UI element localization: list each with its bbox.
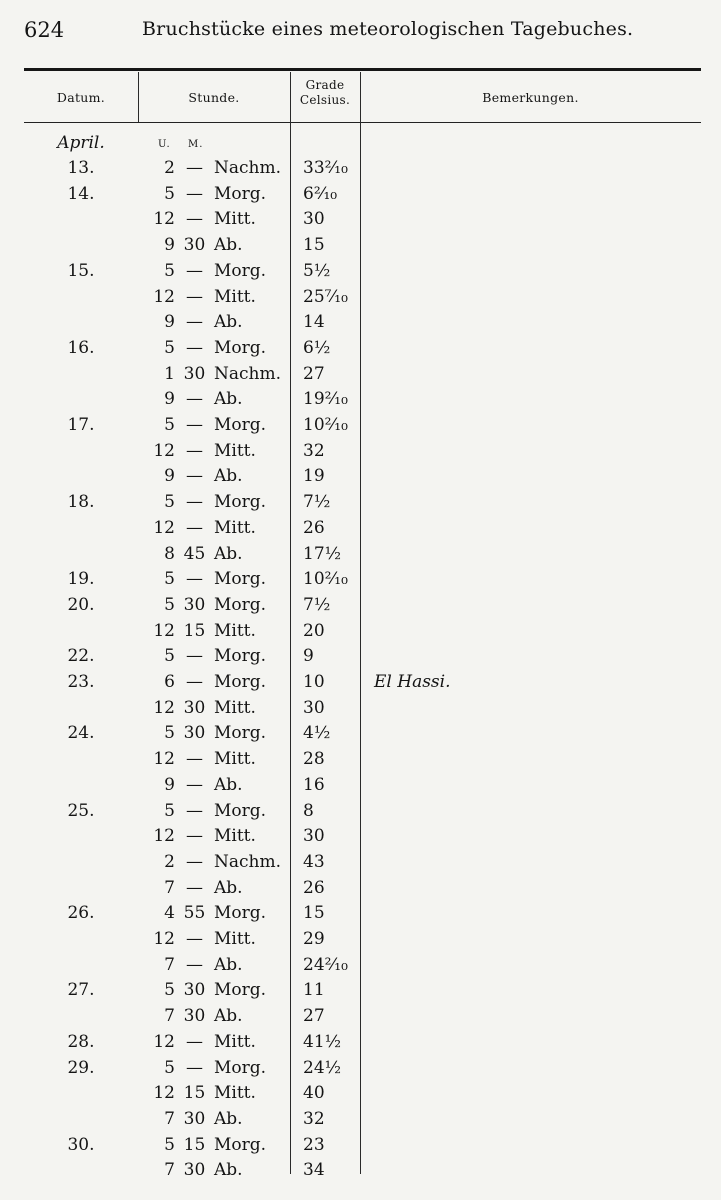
period-cell: Mitt. [214, 749, 256, 770]
degree-cell: 23 [303, 1134, 325, 1155]
period-cell: Nachm. [214, 363, 282, 384]
table-row [0, 183, 721, 208]
period-cell: Nachm. [214, 158, 282, 178]
hour-cell: 7 [164, 877, 175, 898]
degree-cell: 24½ [303, 1057, 342, 1078]
minute-cell: — [186, 415, 203, 435]
period-cell: Ab. [214, 1006, 243, 1027]
date-cell: 24. [67, 723, 95, 744]
date-cell: 30. [67, 1134, 95, 1155]
unit-uhr: U. [158, 139, 171, 150]
table-row [0, 825, 721, 850]
period-cell: Mitt. [214, 1031, 256, 1052]
minute-cell: 30 [183, 1160, 206, 1181]
minute-cell: 45 [183, 543, 206, 564]
table-row [0, 363, 721, 388]
running-head: Bruchstücke eines meteorologischen Tagebuches. [142, 18, 634, 40]
table-row [0, 1134, 721, 1159]
period-cell: Ab. [214, 235, 243, 256]
hour-cell: 12 [153, 440, 175, 461]
date-cell: 27. [67, 980, 95, 1001]
hour-cell: 9 [164, 466, 175, 487]
period-cell: Morg. [214, 646, 267, 667]
hour-cell: 2 [164, 851, 175, 872]
period-cell: Morg. [214, 1057, 267, 1078]
period-cell: Mitt. [214, 826, 256, 847]
date-cell: 23. [67, 672, 95, 692]
date-cell: 26. [67, 903, 95, 924]
degree-cell: 10 [303, 672, 325, 692]
degree-cell: 5½ [303, 260, 331, 281]
degree-cell: 32 [303, 1108, 325, 1129]
degree-cell: 30 [303, 826, 325, 847]
period-cell: Mitt. [214, 440, 256, 461]
degree-cell: 43 [303, 851, 325, 872]
minute-cell: — [186, 646, 203, 667]
degree-cell: 26 [303, 877, 325, 898]
table-row [0, 208, 721, 233]
period-cell: Morg. [214, 672, 267, 692]
header-grade-celsius [290, 78, 360, 108]
table-row [0, 645, 721, 670]
degree-cell: 19²⁄₁₀ [303, 389, 348, 410]
period-cell: Morg. [214, 415, 267, 435]
period-cell: Morg. [214, 723, 267, 744]
table-row [0, 954, 721, 979]
hour-cell: 5 [164, 415, 175, 435]
period-cell: Morg. [214, 492, 267, 513]
hour-cell: 12 [153, 929, 175, 949]
hour-cell: 5 [164, 569, 175, 590]
table-row [0, 671, 721, 696]
hour-cell: 5 [164, 723, 175, 744]
hour-cell: 5 [164, 980, 175, 1001]
minute-cell: 30 [183, 363, 206, 384]
degree-cell: 7½ [303, 492, 331, 513]
hour-cell: 2 [164, 158, 175, 178]
header-datum: Datum. [56, 90, 106, 105]
degree-cell: 9 [303, 646, 314, 667]
degree-cell: 27 [303, 1006, 325, 1027]
table-row [0, 594, 721, 619]
unit-minuten: M. [188, 139, 204, 150]
minute-cell: 15 [183, 1083, 206, 1104]
minute-cell: — [186, 826, 203, 847]
table-row [0, 979, 721, 1004]
minute-cell: — [186, 209, 203, 230]
date-cell: 17. [67, 415, 95, 435]
period-cell: Mitt. [214, 209, 256, 230]
degree-cell: 41½ [303, 1031, 342, 1052]
minute-cell: — [186, 749, 203, 770]
degree-cell: 30 [303, 209, 325, 230]
hour-cell: 5 [164, 260, 175, 281]
table-row [0, 157, 721, 182]
degree-cell: 14 [303, 312, 325, 333]
degree-cell: 30 [303, 697, 325, 718]
hour-cell: 5 [164, 492, 175, 513]
hour-cell: 7 [164, 1108, 175, 1129]
minute-cell: — [186, 286, 203, 307]
degree-cell: 15 [303, 903, 325, 924]
table-top-rule [24, 68, 701, 71]
degree-cell: 6½ [303, 337, 331, 358]
period-cell: Ab. [214, 1160, 243, 1181]
table-row [0, 1159, 721, 1184]
header-bemerkungen: Bemerkungen. [482, 90, 579, 105]
table-header-rule [24, 122, 701, 123]
hour-cell: 5 [164, 646, 175, 667]
minute-cell: — [186, 1057, 203, 1078]
hour-cell: 7 [164, 954, 175, 975]
month-row [0, 132, 721, 157]
table-row [0, 877, 721, 902]
hour-cell: 12 [153, 620, 175, 641]
minute-cell: — [186, 260, 203, 281]
period-cell: Ab. [214, 774, 243, 795]
table-row [0, 748, 721, 773]
date-cell: 15. [67, 260, 95, 281]
table-row [0, 800, 721, 825]
period-cell: Morg. [214, 594, 267, 615]
degree-cell: 16 [303, 774, 325, 795]
minute-cell: — [186, 183, 203, 204]
period-cell: Mitt. [214, 929, 256, 949]
hour-cell: 1 [164, 363, 175, 384]
hour-cell: 9 [164, 389, 175, 410]
minute-cell: — [186, 492, 203, 513]
degree-cell: 8 [303, 800, 314, 821]
table-row [0, 851, 721, 876]
minute-cell: — [186, 877, 203, 898]
date-cell: 20. [67, 594, 95, 615]
hour-cell: 5 [164, 1134, 175, 1155]
degree-cell: 19 [303, 466, 325, 487]
period-cell: Mitt. [214, 286, 256, 307]
table-row [0, 774, 721, 799]
period-cell: Nachm. [214, 851, 282, 872]
hour-cell: 9 [164, 774, 175, 795]
minute-cell: 30 [183, 594, 206, 615]
period-cell: Ab. [214, 954, 243, 975]
degree-cell: 40 [303, 1083, 325, 1104]
date-cell: 13. [67, 158, 95, 178]
degree-cell: 4½ [303, 723, 331, 744]
hour-cell: 5 [164, 337, 175, 358]
hour-cell: 5 [164, 594, 175, 615]
degree-cell: 27 [303, 363, 325, 384]
header-grade-line2: Celsius. [299, 93, 351, 107]
period-cell: Mitt. [214, 517, 256, 538]
remark-cell: El Hassi. [374, 672, 451, 692]
hour-cell: 4 [164, 903, 175, 924]
minute-cell: — [186, 672, 203, 692]
hour-cell: 12 [153, 286, 175, 307]
hour-cell: 12 [153, 826, 175, 847]
hour-cell: 12 [153, 1031, 175, 1052]
minute-cell: — [186, 774, 203, 795]
month-label: April. [57, 133, 105, 153]
minute-cell: — [186, 158, 203, 178]
hour-cell: 12 [153, 517, 175, 538]
minute-cell: — [186, 954, 203, 975]
date-cell: 19. [67, 569, 95, 590]
table-row [0, 286, 721, 311]
period-cell: Morg. [214, 337, 267, 358]
hour-cell: 7 [164, 1006, 175, 1027]
table-row [0, 311, 721, 336]
minute-cell: — [186, 1031, 203, 1052]
minute-cell: — [186, 312, 203, 333]
table-row [0, 1031, 721, 1056]
header-grade-line1: Grade [305, 78, 345, 92]
degree-cell: 33²⁄₁₀ [303, 158, 348, 178]
degree-cell: 24²⁄₁₀ [303, 954, 348, 975]
minute-cell: 15 [183, 620, 206, 641]
table-row [0, 517, 721, 542]
hour-cell: 5 [164, 183, 175, 204]
degree-cell: 25⁷⁄₁₀ [303, 286, 348, 307]
hour-cell: 12 [153, 1083, 175, 1104]
date-cell: 25. [67, 800, 95, 821]
minute-cell: 30 [183, 697, 206, 718]
date-cell: 28. [67, 1031, 95, 1052]
degree-cell: 28 [303, 749, 325, 770]
period-cell: Ab. [214, 466, 243, 487]
table-row [0, 491, 721, 516]
page-number: 624 [24, 18, 65, 42]
hour-cell: 8 [164, 543, 175, 564]
hour-cell: 12 [153, 697, 175, 718]
period-cell: Ab. [214, 389, 243, 410]
minute-cell: — [186, 517, 203, 538]
period-cell: Morg. [214, 800, 267, 821]
period-cell: Ab. [214, 543, 243, 564]
table-row [0, 388, 721, 413]
degree-cell: 32 [303, 440, 325, 461]
minute-cell: 30 [183, 1006, 206, 1027]
hour-cell: 12 [153, 749, 175, 770]
minute-cell: 55 [183, 903, 206, 924]
degree-cell: 10²⁄₁₀ [303, 415, 348, 435]
hour-cell: 7 [164, 1160, 175, 1181]
table-row [0, 465, 721, 490]
degree-cell: 34 [303, 1160, 325, 1181]
table-row [0, 543, 721, 568]
table-row [0, 1108, 721, 1133]
date-cell: 14. [67, 183, 95, 204]
hour-cell: 6 [164, 672, 175, 692]
period-cell: Morg. [214, 1134, 267, 1155]
date-cell: 29. [67, 1057, 95, 1078]
table-row [0, 337, 721, 362]
period-cell: Morg. [214, 569, 267, 590]
table-row [0, 928, 721, 953]
table-row [0, 568, 721, 593]
period-cell: Morg. [214, 260, 267, 281]
minute-cell: 30 [183, 1108, 206, 1129]
table-row [0, 1082, 721, 1107]
period-cell: Mitt. [214, 1083, 256, 1104]
minute-cell: 30 [183, 723, 206, 744]
period-cell: Morg. [214, 903, 267, 924]
hour-cell: 9 [164, 312, 175, 333]
table-row [0, 414, 721, 439]
hour-cell: 5 [164, 800, 175, 821]
table-row [0, 697, 721, 722]
date-cell: 22. [67, 646, 95, 667]
degree-cell: 15 [303, 235, 325, 256]
minute-cell: 15 [183, 1134, 206, 1155]
header-stunde: Stunde. [188, 90, 240, 105]
minute-cell: — [186, 569, 203, 590]
period-cell: Ab. [214, 877, 243, 898]
period-cell: Morg. [214, 183, 267, 204]
degree-cell: 17½ [303, 543, 342, 564]
period-cell: Mitt. [214, 697, 256, 718]
degree-cell: 20 [303, 620, 325, 641]
degree-cell: 29 [303, 929, 325, 949]
minute-cell: — [186, 929, 203, 949]
period-cell: Ab. [214, 1108, 243, 1129]
minute-cell: — [186, 337, 203, 358]
minute-cell: 30 [183, 980, 206, 1001]
table-row [0, 234, 721, 259]
minute-cell: 30 [183, 235, 206, 256]
minute-cell: — [186, 800, 203, 821]
degree-cell: 7½ [303, 594, 331, 615]
date-cell: 18. [67, 492, 95, 513]
minute-cell: — [186, 851, 203, 872]
period-cell: Morg. [214, 980, 267, 1001]
hour-cell: 9 [164, 235, 175, 256]
period-cell: Mitt. [214, 620, 256, 641]
minute-cell: — [186, 389, 203, 410]
degree-cell: 6²⁄₁₀ [303, 183, 338, 204]
table-row [0, 440, 721, 465]
degree-cell: 26 [303, 517, 325, 538]
hour-cell: 12 [153, 209, 175, 230]
degree-cell: 10²⁄₁₀ [303, 569, 348, 590]
table-row [0, 260, 721, 285]
table-row [0, 902, 721, 927]
date-cell: 16. [67, 337, 95, 358]
minute-cell: — [186, 440, 203, 461]
minute-cell: — [186, 466, 203, 487]
table-row [0, 1057, 721, 1082]
table-row [0, 722, 721, 747]
table-row [0, 620, 721, 645]
degree-cell: 11 [303, 980, 325, 1001]
period-cell: Ab. [214, 312, 243, 333]
table-row [0, 1005, 721, 1030]
hour-cell: 5 [164, 1057, 175, 1078]
